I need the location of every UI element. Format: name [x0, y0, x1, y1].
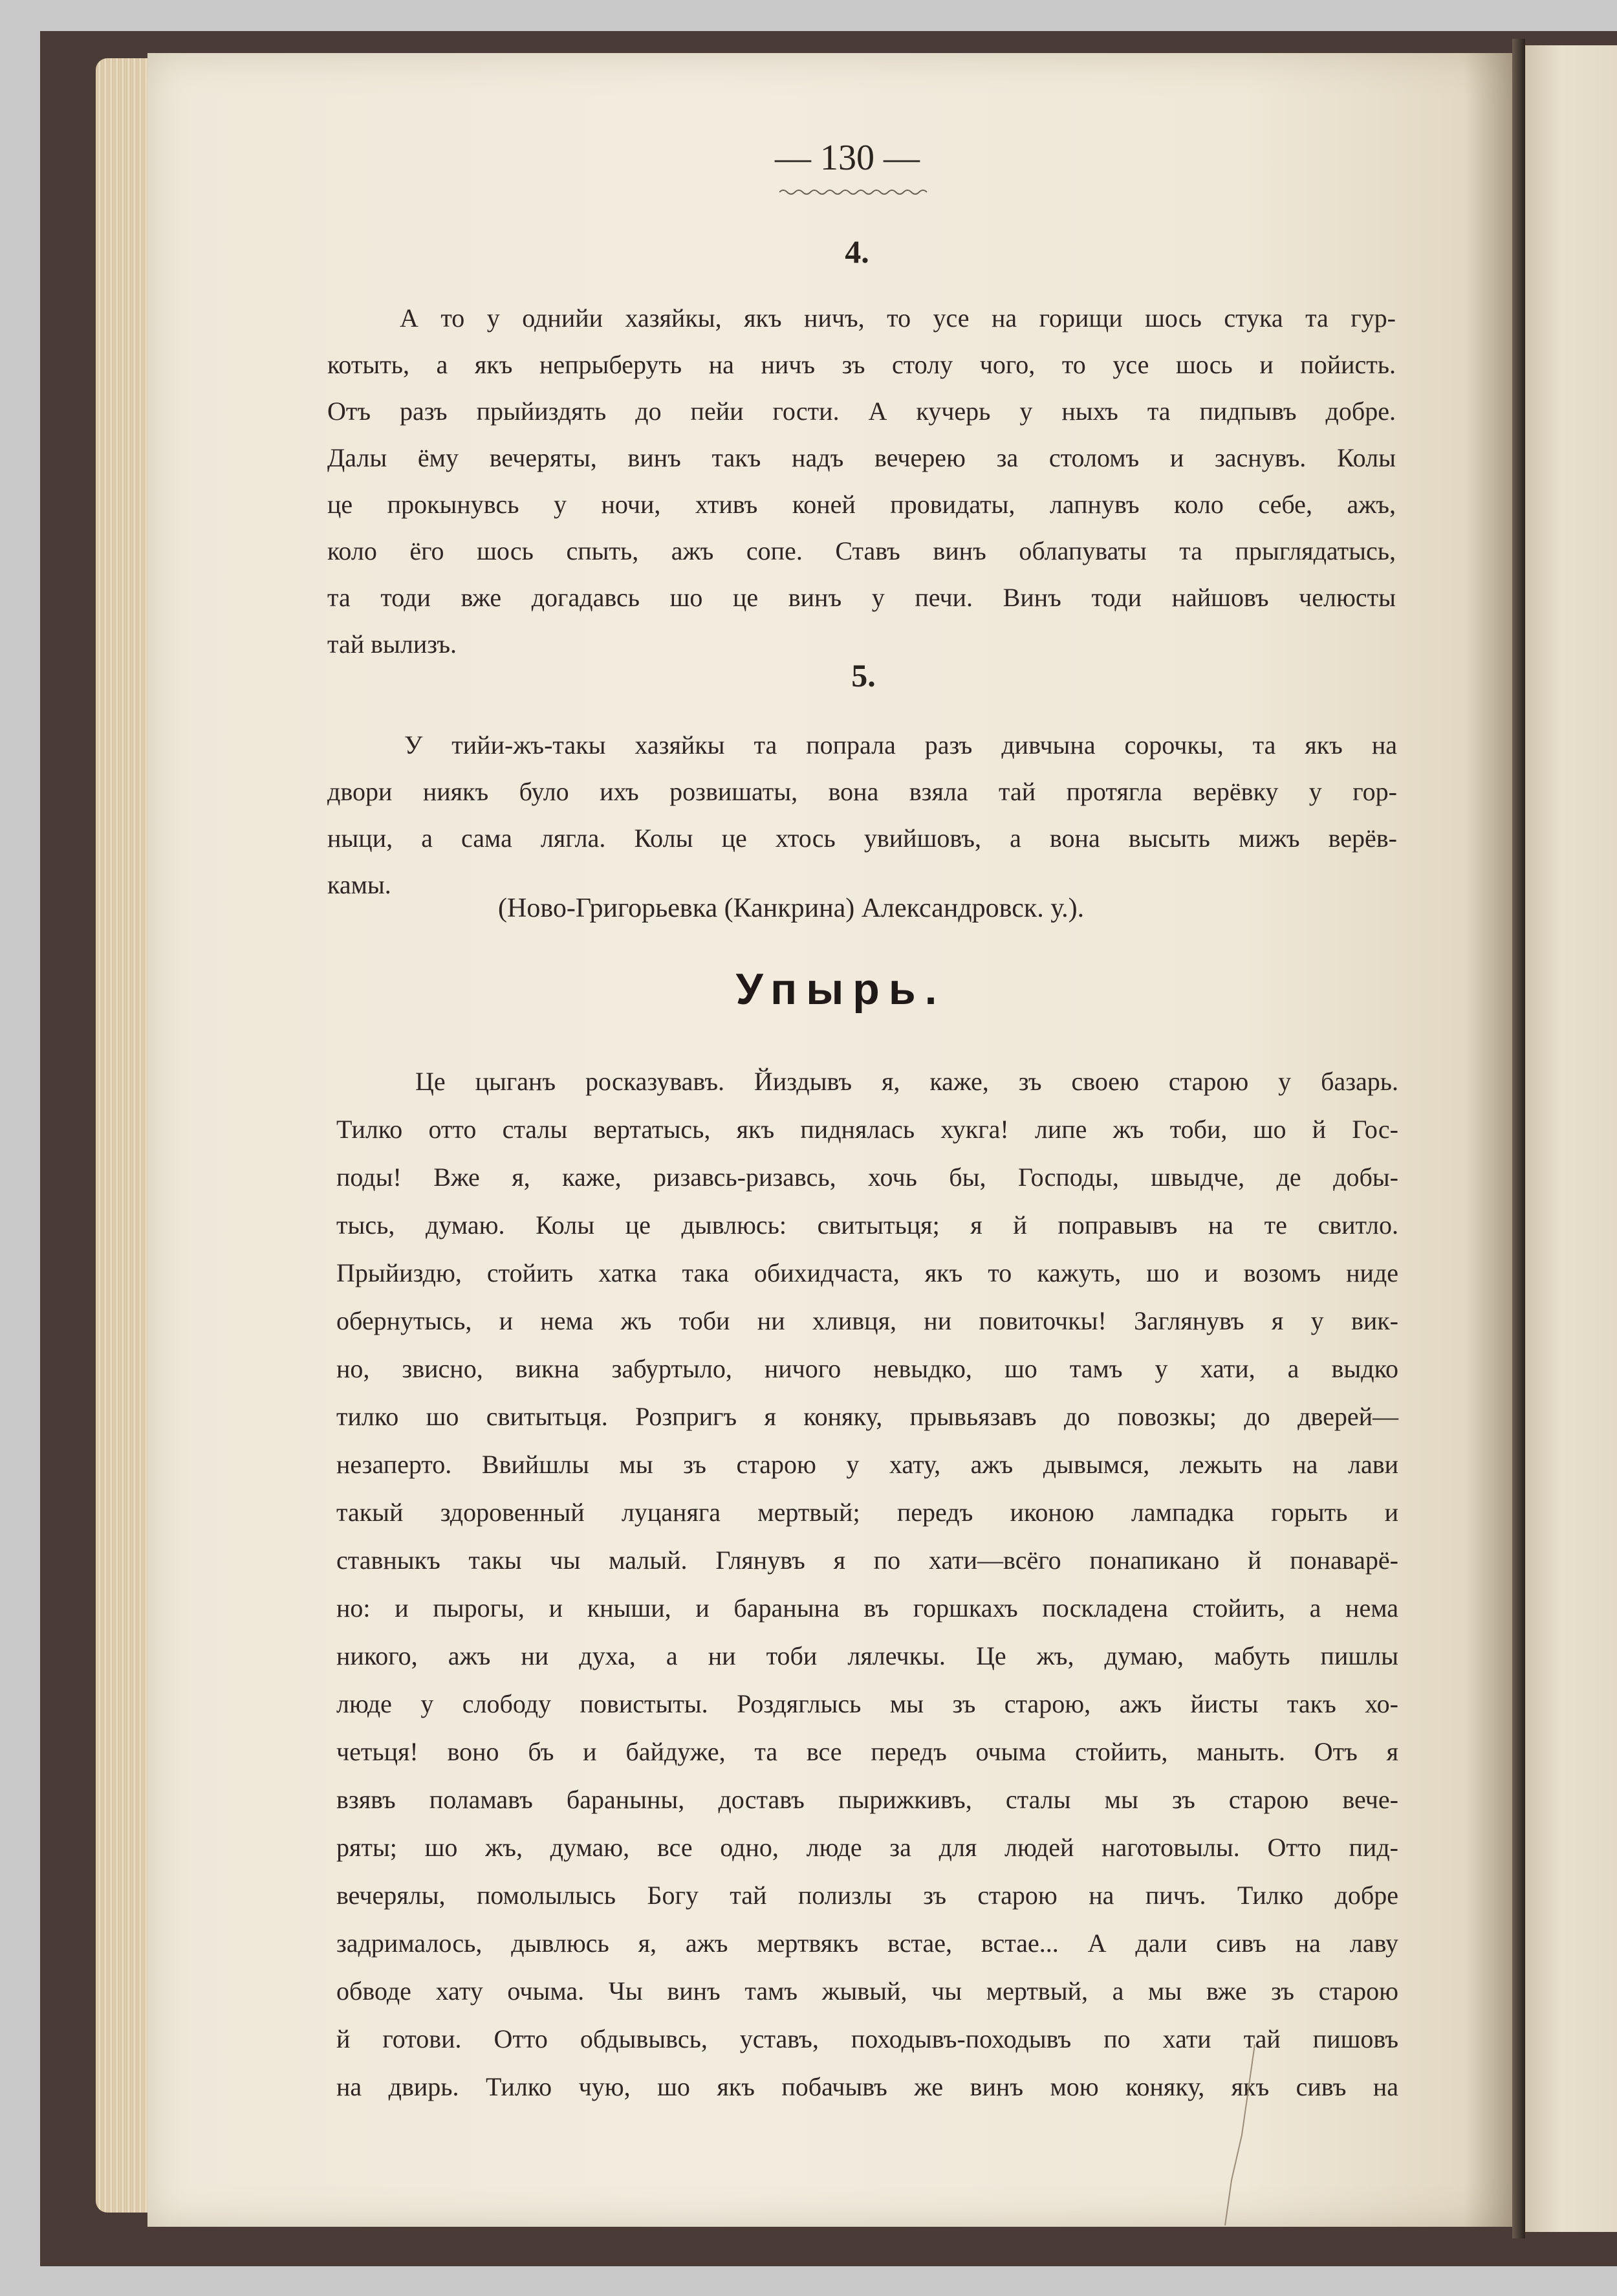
text-line: Отъ разъ прыйиздять до пейи гости. А кучерь у ныхъ та пидпывъ добре.: [327, 397, 1396, 426]
text-line: задрималось, дывлюсь я, ажъ мертвякъ встае, встае... А дали сивъ на лаву: [336, 1929, 1398, 1958]
text-line: никого, ажъ ни духа, а ни тоби лялечкы. Це жъ, думаю, мабуть пишлы: [336, 1641, 1398, 1670]
text-line: вечерялы, помолылысь Богу тай полизлы зъ старою на пичъ. Тилко добре: [336, 1881, 1398, 1910]
text-line: У тийи-жъ-такы хазяйкы та попрала разъ дивчына сорочкы, та якъ на: [404, 730, 1397, 760]
text-line: ныци, а сама лягла. Колы це хтось увийшовъ, а вона высыть мижъ верёв-: [327, 824, 1397, 853]
text-line: люде у слободу повистыты. Роздяглысь мы зъ старою, ажъ йисты такъ хо-: [336, 1689, 1398, 1718]
text-line: обернутысь, и нема жъ тоби ни хливця, ни повиточкы! Заглянувъ я у вик-: [336, 1306, 1398, 1335]
page-number: — 130 —: [775, 138, 920, 178]
text-line: це прокынувсь у ночи, хтивъ коней провидаты, лапнувъ коло себе, ажъ,: [327, 490, 1396, 519]
text-line: четьця! воно бъ и байдуже, та все передъ очыма стойить, маныть. Отъ я: [336, 1737, 1398, 1766]
page-edges: [96, 58, 149, 2213]
text-line: Це цыганъ росказувавъ. Йиздывъ я, каже, зъ своею старою у базарь.: [415, 1067, 1398, 1096]
text-line: камы.: [327, 870, 391, 899]
adjacent-page: [1525, 45, 1617, 2232]
text-line: ставныкъ такы чы малый. Глянувъ я по хати—всёго понапикано й понаварё-: [336, 1546, 1398, 1575]
text-line: котыть, а якъ непрыберуть на ничъ зъ столу чого, то усе шось и пойисть.: [327, 350, 1396, 379]
text-line: двори ниякъ було ихъ розвишаты, вона взяла тай протягла верёвку у гор-: [327, 777, 1397, 806]
text-line: на двирь. Тилко чую, шо якъ побачывъ же винъ мою коняку, якъ сивъ на: [336, 2072, 1398, 2101]
section-heading-4: 4.: [845, 234, 869, 270]
section-heading-5: 5.: [851, 657, 876, 694]
text-line: тай вылизъ.: [327, 629, 457, 659]
page-crease: [1222, 2044, 1261, 2225]
story-title: Упырь.: [735, 965, 946, 1014]
text-line: взявъ поламавъ бараныны, доставъ пырижкивъ, сталы мы зъ старою вече-: [336, 1785, 1398, 1814]
text-line: но, звисно, викна забуртыло, ничого невыдко, шо тамъ у хати, а выдко: [336, 1354, 1398, 1383]
text-line: такый здоровенный луцаняга мертвый; передъ иконою лампадка горыть и: [336, 1498, 1398, 1527]
text-line: А то у однийи хазяйкы, якъ ничъ, то усе на горищи шось стука та гур-: [400, 303, 1396, 333]
text-line: но: и пырогы, и кныши, и баранына въ горшкахъ поскладена стойить, а нема: [336, 1593, 1398, 1623]
text-line: незаперто. Ввийшлы мы зъ старою у хату, ажъ дывымся, лежыть на лави: [336, 1450, 1398, 1479]
text-line: Далы ёму вечеряты, винъ такъ надъ вечерею за столомъ и заснувъ. Колы: [327, 443, 1396, 472]
book-gutter: [1512, 39, 1525, 2238]
text-line: ряты; шо жъ, думаю, все одно, люде за для людей наготовылы. Отто пид-: [336, 1833, 1398, 1862]
text-line: тысь, думаю. Колы це дывлюсь: свитытьця; я й поправывъ на те свитло.: [336, 1210, 1398, 1240]
text-line: та тоди вже догадавсь шо це винъ у печи. Винъ тоди найшовъ челюсты: [327, 583, 1396, 612]
text-line: коло ёго шось спыть, ажъ сопе. Ставъ винъ облапуваты та прыглядатысь,: [327, 536, 1396, 565]
text-line: обводе хату очыма. Чы винъ тамъ жывый, чы мертвый, а мы вже зъ старою: [336, 1976, 1398, 2006]
source-citation: (Ново-Григорьевка (Канкрина) Александровск. у.).: [498, 893, 1085, 923]
text-line: й готови. Отто обдывывсь, уставъ, походывъ-походывъ по хати тай пишовъ: [336, 2024, 1398, 2053]
text-line: тилко шо свитытьця. Розпригъ я коняку, прывьязавъ до повозкы; до дверей—: [336, 1402, 1398, 1431]
text-line: Тилко отто сталы вертатысь, якъ пиднялась хукга! липе жъ тоби, шо й Гос-: [336, 1115, 1398, 1144]
text-line: поды! Вже я, каже, ризавсь-ризавсь, хочь бы, Господы, швыдче, де добы-: [336, 1163, 1398, 1192]
page-number-flourish: [779, 188, 928, 197]
text-line: Прыйиздю, стойить хатка така обихидчаста, якъ то кажуть, шо и возомъ ниде: [336, 1258, 1398, 1287]
